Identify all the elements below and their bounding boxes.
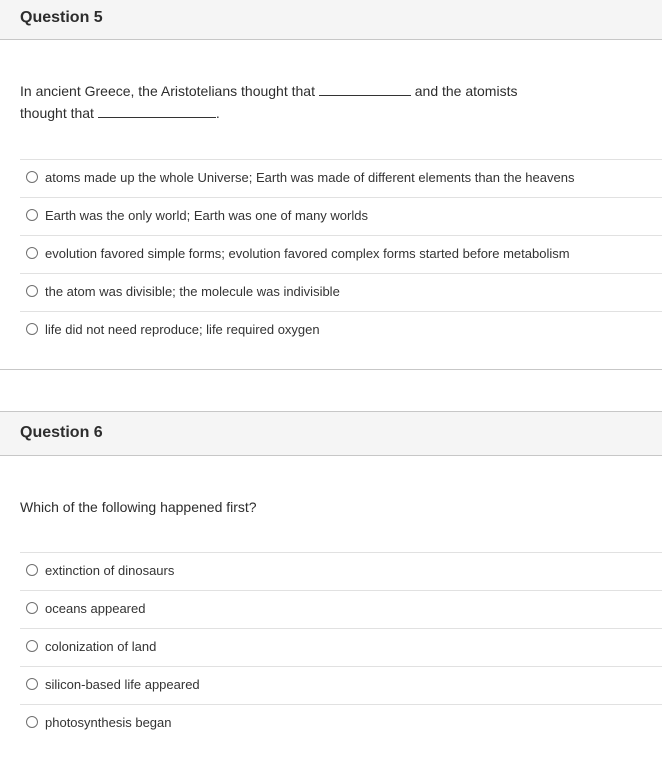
option-label: extinction of dinosaurs [45,563,175,578]
radio-button[interactable] [26,640,38,652]
option-label: Earth was the only world; Earth was one of many worlds [45,208,368,223]
radio-button[interactable] [26,564,38,576]
q5-option-5[interactable] [20,311,662,349]
q5-option-4[interactable] [20,273,662,311]
q6-option-5[interactable] [20,704,662,742]
blank-2 [98,103,216,118]
radio-button[interactable] [26,602,38,614]
radio-button[interactable] [26,716,38,728]
radio-button[interactable] [26,285,38,297]
question-divider [0,369,662,370]
option-label: colonization of land [45,639,157,654]
option-label: oceans appeared [45,601,146,616]
question-5-options [20,159,662,349]
radio-button[interactable] [26,678,38,690]
question-5-text-part2: and the atomists [414,83,518,99]
question-5-text [20,80,640,124]
q6-option-2[interactable] [20,590,662,628]
radio-button[interactable] [26,209,38,221]
question-5-title: Question 5 [20,9,103,26]
question-6-title: Question 6 [20,424,103,441]
question-5-text-part1: In ancient Greece, the Aristotelians thought that [20,83,315,99]
question-6-header [0,411,662,456]
q6-option-4[interactable] [20,666,662,704]
option-label: life did not need reproduce; life required oxygen [45,322,320,337]
q5-option-2[interactable] [20,197,662,235]
blank-1 [319,81,411,96]
q5-option-3[interactable] [20,235,662,273]
option-label: atoms made up the whole Universe; Earth was made of different elements than the heavens [45,170,575,185]
option-label: evolution favored simple forms; evolution favored complex forms started before metabolism [45,246,570,261]
option-label: silicon-based life appeared [45,677,200,692]
q5-option-1[interactable] [20,159,662,197]
option-label: the atom was divisible; the molecule was indivisible [45,284,340,299]
radio-button[interactable] [26,171,38,183]
question-5-text-part3: thought that [20,105,94,121]
radio-button[interactable] [26,247,38,259]
option-label: photosynthesis began [45,715,172,730]
q6-option-1[interactable] [20,552,662,590]
radio-button[interactable] [26,323,38,335]
q6-option-3[interactable] [20,628,662,666]
question-5-text-part4: . [215,105,220,121]
question-6-text: Which of the following happened first? [20,499,257,515]
question-5-header [0,0,662,40]
question-6-options [20,552,662,742]
